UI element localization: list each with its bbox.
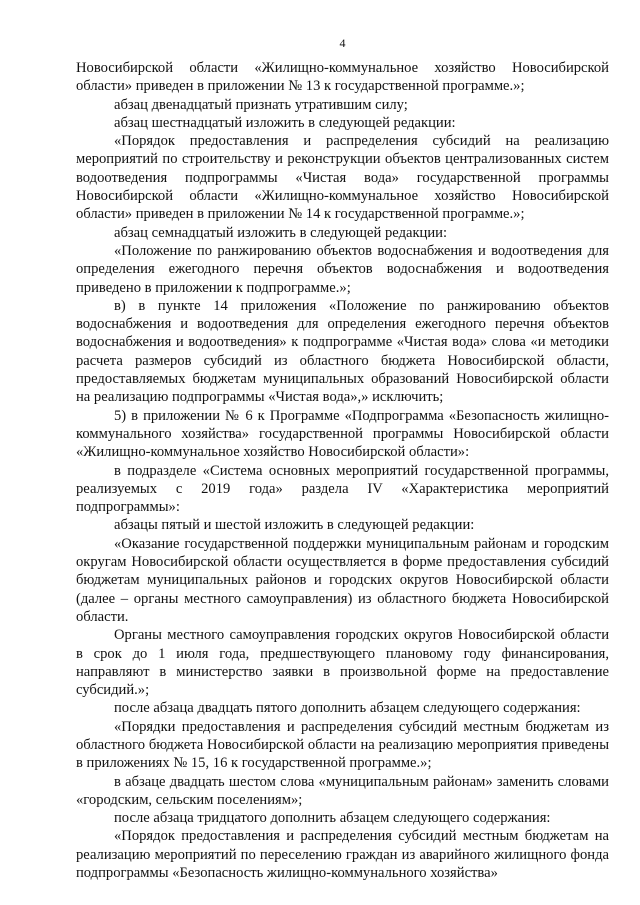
paragraph-8: 5) в приложении № 6 к Программе «Подпрограмма «Безопасность жилищно-коммунального хозяйства» государственной программы Новосибирской области «Жилищно-коммунальное хозяйство Новосибирской области»:	[76, 407, 609, 461]
paragraph-2: абзац двенадцатый признать утратившим силу;	[114, 96, 408, 113]
paragraph-5: абзац семнадцатый изложить в следующей редакции:	[114, 224, 448, 241]
paragraph-7: в) в пункте 14 приложения «Положение по ранжированию объектов водоснабжения и водоотведения для определения ежегодного перечня объектов водоснабжения и водоотведения» к подпрограмме «Чистая вода» слова «и методики расчета размеров субсидий из областного бюджета Новосибирской области, предоставляемых бюджетам муниципальных образований Новосибирской области на реализацию подпрограммы «Чистая вода»,» исключить;	[76, 297, 609, 406]
paragraph-11: «Оказание государственной поддержки муниципальным районам и городским округам Новосибирской области осуществляется в форме предоставления субсидий бюджетам муниципальных районов и городских округов Новосибирской области (далее – органы местного самоуправления) из областного бюджета Новосибирской области.	[76, 535, 609, 625]
paragraph-6: «Положение по ранжированию объектов водоснабжения и водоотведения для определения ежегодного перечня объектов водоснабжения и водоотведения приведено в приложении к подпрограмме.»;	[76, 242, 609, 296]
paragraph-16: после абзаца тридцатого дополнить абзацем следующего содержания:	[114, 810, 551, 827]
paragraph-14: «Порядки предоставления и распределения субсидий местным бюджетам из областного бюджета Новосибирской области на реализацию мероприятия приведены в приложениях № 15, 16 к государственной программе.»;	[76, 718, 609, 772]
paragraph-9: в подразделе «Система основных мероприятий государственной программы, реализуемых с 2019 года» раздела IV «Характеристика мероприятий подпрограммы»:	[76, 462, 609, 516]
paragraph-1: Новосибирской области «Жилищно-коммунальное хозяйство Новосибирской области» приведен в приложении № 13 к государственной программе.»;	[76, 60, 609, 95]
paragraph-10: абзацы пятый и шестой изложить в следующей редакции:	[114, 517, 475, 534]
paragraph-13: после абзаца двадцать пятого дополнить абзацем следующего содержания:	[114, 700, 581, 717]
paragraph-4: «Порядок предоставления и распределения субсидий на реализацию мероприятий по строительству и реконструкции объектов централизованных систем водоотведения подпрограммы «Чистая вода» государственной программы Новосибирской области «Жилищно-коммунальное хозяйство Новосибирской области» приведен в приложении № 14 к государственной программе.»;	[76, 133, 609, 223]
document-body	[76, 59, 609, 882]
page-number: 4	[339, 36, 346, 50]
paragraph-17: «Порядок предоставления и распределения субсидий местным бюджетам на реализацию мероприятий по переселению граждан из аварийного жилищного фонда подпрограммы «Безопасность жилищно-коммунального хозяйства»	[76, 828, 609, 882]
paragraph-15: в абзаце двадцать шестом слова «муниципальным районам» заменить словами «городским, сельским поселениям»;	[76, 773, 609, 808]
paragraph-3: абзац шестнадцатый изложить в следующей редакции:	[114, 114, 456, 131]
paragraph-12: Органы местного самоуправления городских округов Новосибирской области в срок до 1 июля года, предшествующего плановому году финансирования, направляют в министерство заявки в произвольной форме на предоставление субсидий.»;	[76, 627, 609, 699]
